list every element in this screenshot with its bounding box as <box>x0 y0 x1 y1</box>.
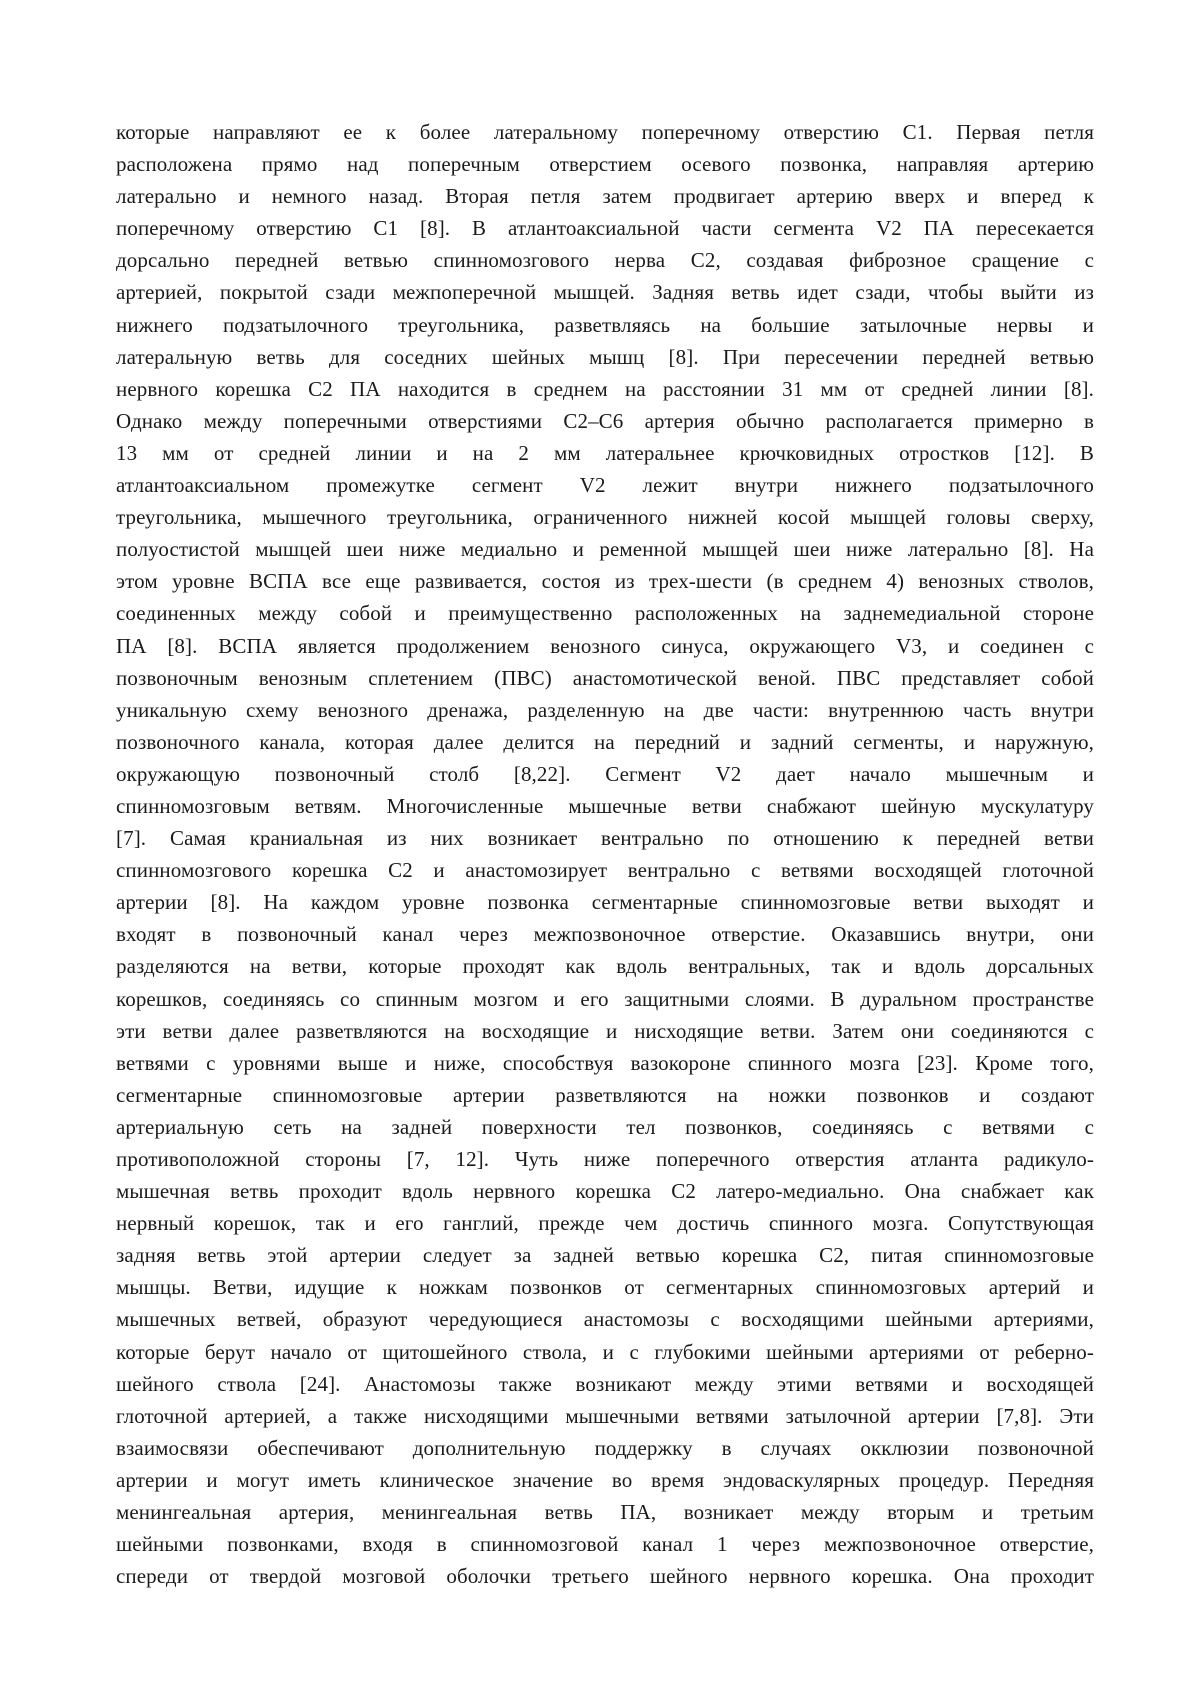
text-line: латерально и немного назад. Вторая петля затем продвигает артерию вверх и вперед к <box>116 184 1094 209</box>
text-line: ПА [8]. ВСПА является продолжением венозного синуса, окружающего V3, и соединен с <box>116 633 1094 658</box>
text-line: входят в позвоночный канал через межпозвоночное отверстие. Оказавшись внутри, они <box>116 922 1094 947</box>
text-line: спинномозгового корешка С2 и анастомозирует вентрально с ветвями восходящей глоточной <box>116 858 1094 883</box>
text-line: позвоночным венозным сплетением (ПВС) анастомотической веной. ПВС представляет собой <box>116 665 1094 690</box>
text-line: артерии [8]. На каждом уровне позвонка сегментарные спинномозговые ветви выходят и <box>116 890 1094 915</box>
text-line: артерией, покрытой сзади межпоперечной мышцей. Задняя ветвь идет сзади, чтобы выйти из <box>116 280 1094 305</box>
text-line: полуостистой мышцей шеи ниже медиально и ременной мышцей шеи ниже латерально [8]. На <box>116 537 1094 562</box>
text-line: латеральную ветвь для соседних шейных мышц [8]. При пересечении передней ветвью <box>116 344 1094 369</box>
text-line: уникальную схему венозного дренажа, разделенную на две части: внутреннюю часть внутри <box>116 697 1094 722</box>
text-line: противоположной стороны [7, 12]. Чуть ниже поперечного отверстия атланта радикуло- <box>116 1147 1094 1171</box>
text-line: взаимосвязи обеспечивают дополнительную поддержку в случаях окклюзии позвоночной <box>116 1435 1094 1460</box>
text-line: позвоночного канала, которая далее делится на передний и задний сегменты, и наружную, <box>116 729 1094 754</box>
text-line: которые направляют ее к более латеральному поперечному отверстию С1. Первая петля <box>116 120 1094 144</box>
text-line: ветвями с уровнями выше и ниже, способствуя вазокороне спинного мозга [23]. Кроме того, <box>116 1050 1094 1075</box>
text-line: этом уровне ВСПА все еще развивается, состоя из трех-шести (в среднем 4) венозных стволов, <box>116 569 1094 594</box>
text-line: мышцы. Ветви, идущие к ножкам позвонков от сегментарных спинномозговых артерий и <box>116 1275 1094 1300</box>
text-line: Однако между поперечными отверстиями С2–С6 артерия обычно располагается примерно в <box>116 408 1094 433</box>
text-line: эти ветви далее разветвляются на восходящие и нисходящие ветви. Затем они соединяются с <box>116 1018 1094 1043</box>
text-line: поперечному отверстию С1 [8]. В атлантоаксиальной части сегмента V2 ПА пересекается <box>116 216 1094 241</box>
text-line: соединенных между собой и преимущественно расположенных на заднемедиальной стороне <box>116 601 1094 626</box>
text-line: артерии и могут иметь клиническое значение во время эндоваскулярных процедур. Передняя <box>116 1467 1094 1492</box>
text-line: задняя ветвь этой артерии следует за задней ветвью корешка С2, питая спинномозговые <box>116 1243 1094 1268</box>
text-line: атлантоаксиальном промежутке сегмент V2 лежит внутри нижнего подзатылочного <box>116 473 1094 498</box>
text-line: нервный корешок, так и его ганглий, прежде чем достичь спинного мозга. Сопутствующая <box>116 1211 1094 1236</box>
text-line: которые берут начало от щитошейного ствола, и с глубокими шейными артериями от реберно- <box>116 1339 1094 1364</box>
text-line: нижнего подзатылочного треугольника, разветвляясь на большие затылочные нервы и <box>116 312 1094 337</box>
text-line: мышечная ветвь проходит вдоль нервного корешка С2 латеро-медиально. Она снабжает как <box>116 1179 1094 1204</box>
text-line: нервного корешка С2 ПА находится в среднем на расстоянии 31 мм от средней линии [8]. <box>116 376 1094 401</box>
text-line: артериальную сеть на задней поверхности тел позвонков, соединяясь с ветвями с <box>116 1114 1094 1139</box>
text-line: спинномозговым ветвям. Многочисленные мышечные ветви снабжают шейную мускулатуру <box>116 793 1094 818</box>
text-line: расположена прямо над поперечным отверстием осевого позвонка, направляя артерию <box>116 152 1094 177</box>
text-line: шейными позвонками, входя в спинномозговой канал 1 через межпозвоночное отверстие, <box>116 1532 1094 1557</box>
text-line: 13 мм от средней линии и на 2 мм латеральнее крючковидных отростков [12]. В <box>116 440 1094 465</box>
text-line: менингеальная артерия, менингеальная ветвь ПА, возникает между вторым и третьим <box>116 1500 1094 1525</box>
text-line: глоточной артерией, а также нисходящими мышечными ветвями затылочной артерии [7,8]. Эти <box>116 1403 1094 1428</box>
text-line: разделяются на ветви, которые проходят как вдоль вентральных, так и вдоль дорсальных <box>116 954 1094 979</box>
text-line: окружающую позвоночный столб [8,22]. Сегмент V2 дает начало мышечным и <box>116 761 1094 786</box>
document-body <box>116 116 1094 1592</box>
text-line: шейного ствола [24]. Анастомозы также возникают между этими ветвями и восходящей <box>116 1371 1094 1396</box>
text-line: сегментарные спинномозговые артерии разветвляются на ножки позвонков и создают <box>116 1082 1094 1107</box>
text-line: спереди от твердой мозговой оболочки третьего шейного нервного корешка. Она проходит <box>116 1564 1094 1589</box>
text-line: треугольника, мышечного треугольника, ограниченного нижней косой мышцей головы сверху, <box>116 505 1094 530</box>
text-line: мышечных ветвей, образуют чередующиеся анастомозы с восходящими шейными артериями, <box>116 1307 1094 1332</box>
text-line: корешков, соединяясь со спинным мозгом и его защитными слоями. В дуральном пространстве <box>116 986 1094 1011</box>
text-line: [7]. Самая краниальная из них возникает вентрально по отношению к передней ветви <box>116 826 1094 851</box>
text-line: дорсально передней ветвью спинномозгового нерва С2, создавая фиброзное сращение с <box>116 248 1094 273</box>
